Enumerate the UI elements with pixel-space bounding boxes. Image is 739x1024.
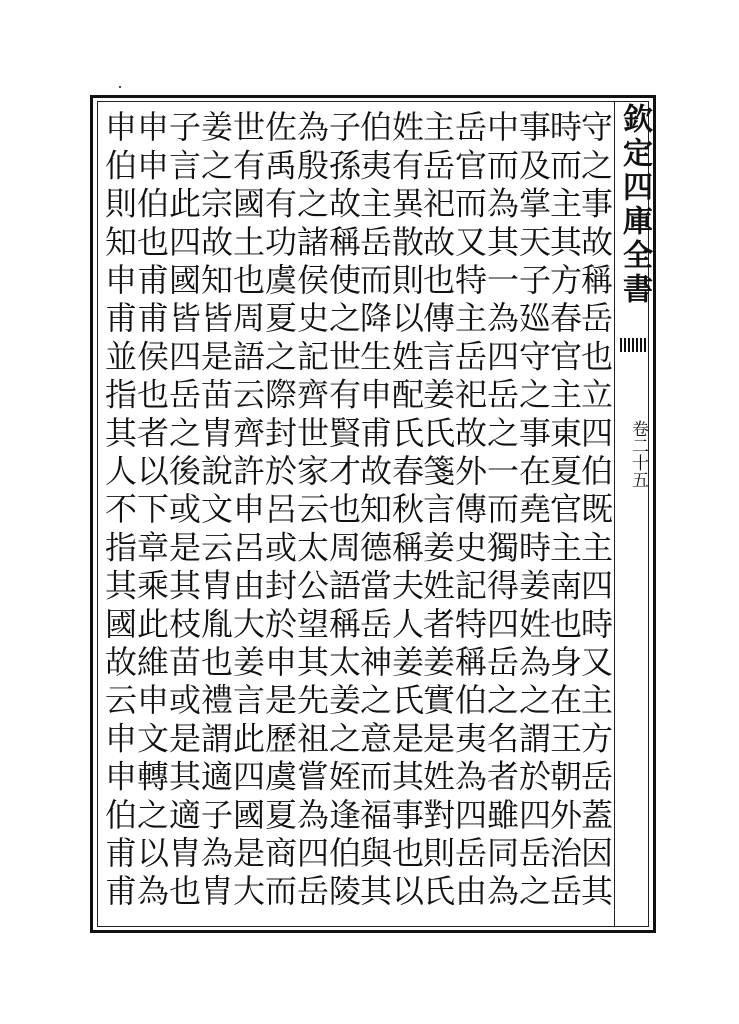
margin-divider bbox=[614, 101, 615, 927]
text-column-9: 子孫故稱使之世有賢才也周語稱太姜之姪逢伯陵 bbox=[324, 110, 362, 913]
text-column-10: 為殷之諸侯史記齊世家云太公望其先祖嘗為四岳 bbox=[292, 110, 330, 913]
margin-title: 欽定四庫全書 bbox=[617, 103, 652, 307]
text-column-15: 申申伯也甫甫侯也者以下章乘此維申文轉之以為 bbox=[132, 110, 170, 913]
text-column-3: 事及掌天子廵守之事在堯時姜姓為之謂於四岳之 bbox=[514, 110, 552, 913]
text-column-2: 時而主其方春官主東夏官主南也身在王朝外治岳 bbox=[545, 110, 583, 913]
text-column-13: 姜之宗故知皆是苗胄說文云胄胤也禮謂適子為胄 bbox=[196, 110, 234, 913]
text-column-14: 子言此四國皆四岳之後或是其枝苗或是其適胄也 bbox=[164, 110, 202, 913]
text-column-4: 中而為其一為四岳之一而獨得四岳之名者雖同為 bbox=[482, 110, 520, 913]
text-column-5: 岳官而又特主岳祀故外傳史記特稱伯夷為四岳由 bbox=[450, 110, 488, 913]
text-column-7: 姓有異散則以姓配氏春秋稱夫人姜氏是其事也以 bbox=[387, 110, 425, 913]
text-column-6: 主岳祀故也傳言姜氏箋言姜姓者姜實是姓對則氏 bbox=[418, 110, 456, 913]
fishtail-mark-icon bbox=[620, 338, 646, 352]
margin-volume: 卷二十五 bbox=[628, 420, 648, 488]
text-column-11: 佐禹有功虞夏之際封於呂或封於申是歷虞夏商而 bbox=[260, 110, 298, 913]
text-column-1: 守之事故稱岳也立四伯既主四時又主方岳蓋因其 bbox=[576, 110, 614, 913]
text-column-8: 伯夷主岳而降生申甫故知德當岳神之意而福與其 bbox=[355, 110, 393, 913]
text-column-16: 申伯則知申甫並指其人不指其國故云申申伯甫甫 bbox=[100, 110, 138, 913]
text-column-12: 世有國土也周語云齊許申呂由大姜言此四國是大 bbox=[228, 110, 266, 913]
stray-dot bbox=[119, 86, 121, 88]
